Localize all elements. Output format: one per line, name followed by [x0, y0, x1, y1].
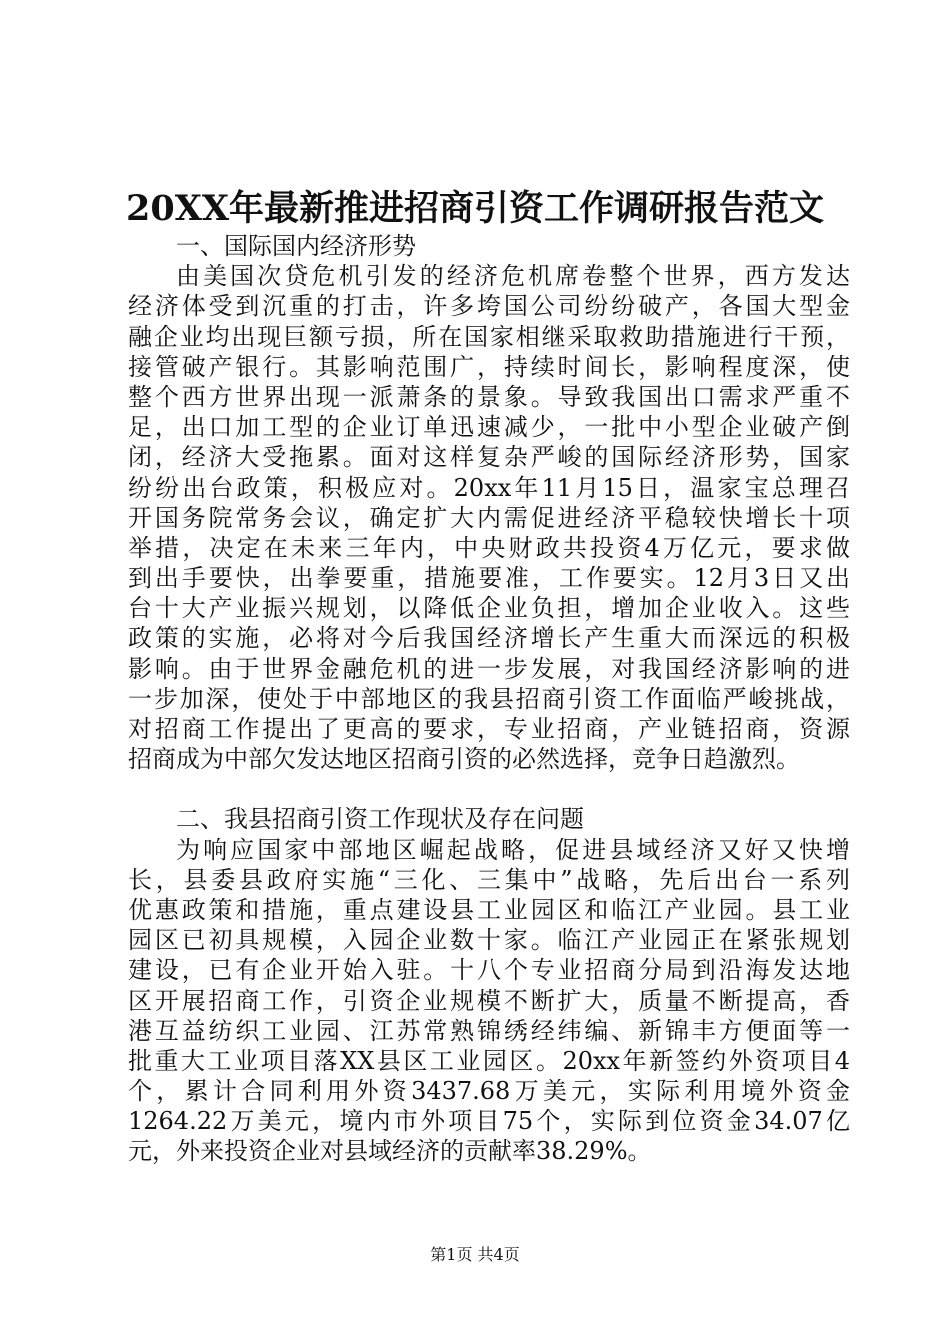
paragraph-line: 开国务院常务会议，确定扩大内需促进经济平稳较快增长十项	[128, 503, 850, 532]
paragraph-line: 影响。由于世界金融危机的进一步发展，对我国经济影响的进	[128, 654, 850, 683]
paragraph-line: 批重大工业项目落XX县区工业园区。20xx年新签约外资项目4	[128, 1046, 850, 1075]
paragraph-line: 融企业均出现巨额亏损，所在国家相继采取救助措施进行干预，	[128, 322, 850, 351]
document-body	[128, 231, 850, 1167]
paragraph-line: 闭，经济大受拖累。面对这样复杂严峻的国际经济形势，国家	[128, 443, 850, 472]
paragraph-line: 长，县委县政府实施“三化、三集中”战略，先后出台一系列	[128, 865, 850, 894]
paragraph-line: 港互益纺织工业园、江苏常熟锦绣经纬编、新锦丰方便面等一	[128, 1016, 850, 1045]
page-number-footer: 第1页 共4页	[430, 1245, 520, 1264]
paragraph-line: 由美国次贷危机引发的经济危机席卷整个世界，西方发达	[176, 262, 850, 291]
section-heading: 一、国际国内经济形势	[176, 232, 416, 260]
paragraph-line: 到出手要快，出拳要重，措施要准，工作要实。12月3日又出	[128, 564, 850, 593]
paragraph-line: 元，外来投资企业对县域经济的贡献率38.29%。	[128, 1137, 652, 1166]
paragraph-line: 优惠政策和措施，重点建设县工业园区和临江产业园。县工业	[128, 895, 850, 924]
section-heading: 二、我县招商引资工作现状及存在问题	[176, 805, 584, 834]
paragraph-line: 区开展招商工作，引资企业规模不断扩大，质量不断提高，香	[128, 986, 850, 1015]
document-title: 20XX年最新推进招商引资工作调研报告范文	[125, 188, 825, 229]
paragraph-line: 整个西方世界出现一派萧条的景象。导致我国出口需求严重不	[128, 382, 850, 411]
paragraph-line: 接管破产银行。其影响范围广，持续时间长，影响程度深，使	[128, 352, 850, 381]
paragraph-line: 对招商工作提出了更高的要求，专业招商，产业链招商，资源	[128, 715, 850, 743]
paragraph-line: 一步加深，使处于中部地区的我县招商引资工作面临严峻挑战，	[128, 684, 850, 713]
paragraph-line: 台十大产业振兴规划，以降低企业负担，增加企业收入。这些	[128, 594, 850, 623]
paragraph-line: 为响应国家中部地区崛起战略，促进县域经济又好又快增	[176, 835, 850, 864]
paragraph-line: 园区已初具规模，入园企业数十家。临江产业园正在紧张规划	[128, 926, 850, 955]
paragraph-line: 纷纷出台政策，积极应对。20xx年11月15日，温家宝总理召	[128, 473, 850, 502]
paragraph-line: 足，出口加工型的企业订单迅速减少，一批中小型企业破产倒	[128, 413, 850, 442]
paragraph-line: 建设，已有企业开始入驻。十八个专业招商分局到沿海发达地	[128, 956, 850, 985]
paragraph-line: 经济体受到沉重的打击，许多垮国公司纷纷破产，各国大型金	[128, 292, 850, 321]
paragraph-line: 个，累计合同利用外资3437.68万美元，实际利用境外资金	[128, 1077, 850, 1106]
paragraph-line: 招商成为中部欠发达地区招商引资的必然选择，竞争日趋激烈。	[128, 745, 800, 774]
paragraph-line: 1264.22万美元，境内市外项目75个，实际到位资金34.07亿	[128, 1107, 850, 1136]
paragraph-line: 政策的实施，必将对今后我国经济增长产生重大而深远的积极	[128, 624, 850, 653]
paragraph-spacer	[128, 774, 850, 804]
paragraph-line: 举措，决定在未来三年内，中央财政共投资4万亿元，要求做	[128, 533, 850, 562]
